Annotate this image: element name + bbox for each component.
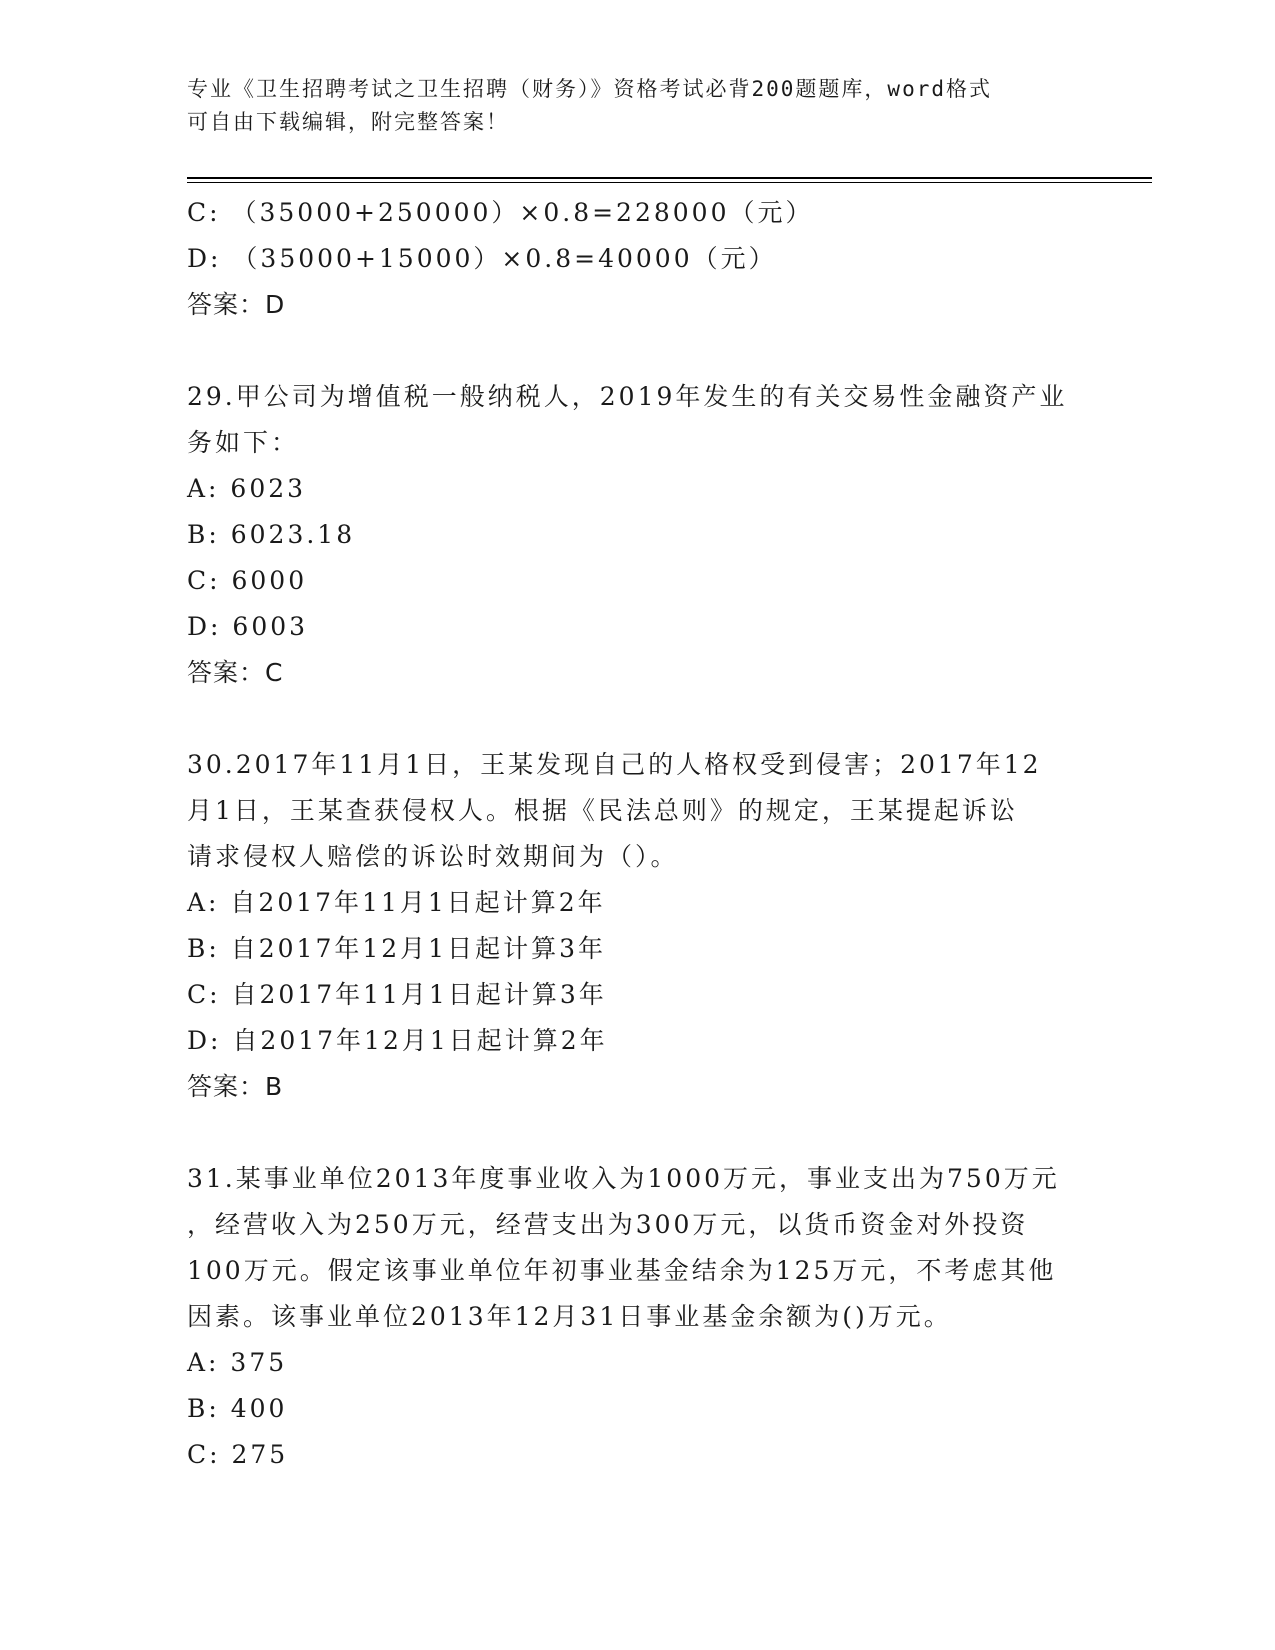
option-b: B: 400 — [187, 1394, 288, 1423]
question-31 — [187, 1156, 1087, 1478]
header-rule-thin — [187, 182, 1152, 183]
document-body — [187, 190, 1087, 1478]
question-stem-line: 因素。该事业单位2013年12月31日事业基金余额为()万元。 — [187, 1302, 952, 1331]
question-stem-line: 请求侵权人赔偿的诉讼时效期间为（）。 — [187, 842, 679, 871]
question-stem-line: 月1日，王某查获侵权人。根据《民法总则》的规定，王某提起诉讼 — [187, 796, 1018, 825]
question-stem-line: 31.某事业单位2013年度事业收入为1000万元，事业支出为750万元 — [187, 1164, 1060, 1193]
question-29 — [187, 374, 1087, 696]
header-line-2: 可自由下载编辑，附完整答案！ — [187, 110, 509, 134]
question-stem-line: 务如下： — [187, 428, 300, 457]
option-d: D: （35000+15000）×0.8=40000（元） — [187, 244, 777, 273]
option-c: C: 自2017年11月1日起计算3年 — [187, 980, 607, 1009]
option-b: B: 自2017年12月1日起计算3年 — [187, 934, 606, 963]
question-28-tail — [187, 190, 1087, 328]
question-stem-line: 100万元。假定该事业单位年初事业基金结余为125万元，不考虑其他 — [187, 1256, 1057, 1285]
answer: 答案：C — [187, 658, 284, 687]
answer: 答案：B — [187, 1072, 284, 1101]
option-d: D: 6003 — [187, 612, 309, 641]
question-stem-line: 30.2017年11月1日，王某发现自己的人格权受到侵害；2017年12 — [187, 750, 1042, 779]
option-c: C: 275 — [187, 1440, 289, 1469]
option-a: A: 6023 — [187, 474, 307, 503]
option-d: D: 自2017年12月1日起计算2年 — [187, 1026, 608, 1055]
option-c: C: （35000+250000）×0.8=228000（元） — [187, 198, 814, 227]
option-b: B: 6023.18 — [187, 520, 356, 549]
document-header — [187, 73, 1087, 139]
header-line-1: 专业《卫生招聘考试之卫生招聘（财务）》资格考试必背200题题库，word格式 — [187, 77, 992, 101]
question-stem-line: 29.甲公司为增值税一般纳税人，2019年发生的有关交易性金融资产业 — [187, 382, 1068, 411]
header-rule-thick — [187, 177, 1152, 179]
question-30 — [187, 742, 1087, 1110]
option-a: A: 自2017年11月1日起计算2年 — [187, 888, 606, 917]
question-stem-line: ，经营收入为250万元，经营支出为300万元，以货币资金对外投资 — [187, 1210, 1029, 1239]
answer: 答案：D — [187, 290, 286, 319]
option-c: C: 6000 — [187, 566, 308, 595]
option-a: A: 375 — [187, 1348, 288, 1377]
